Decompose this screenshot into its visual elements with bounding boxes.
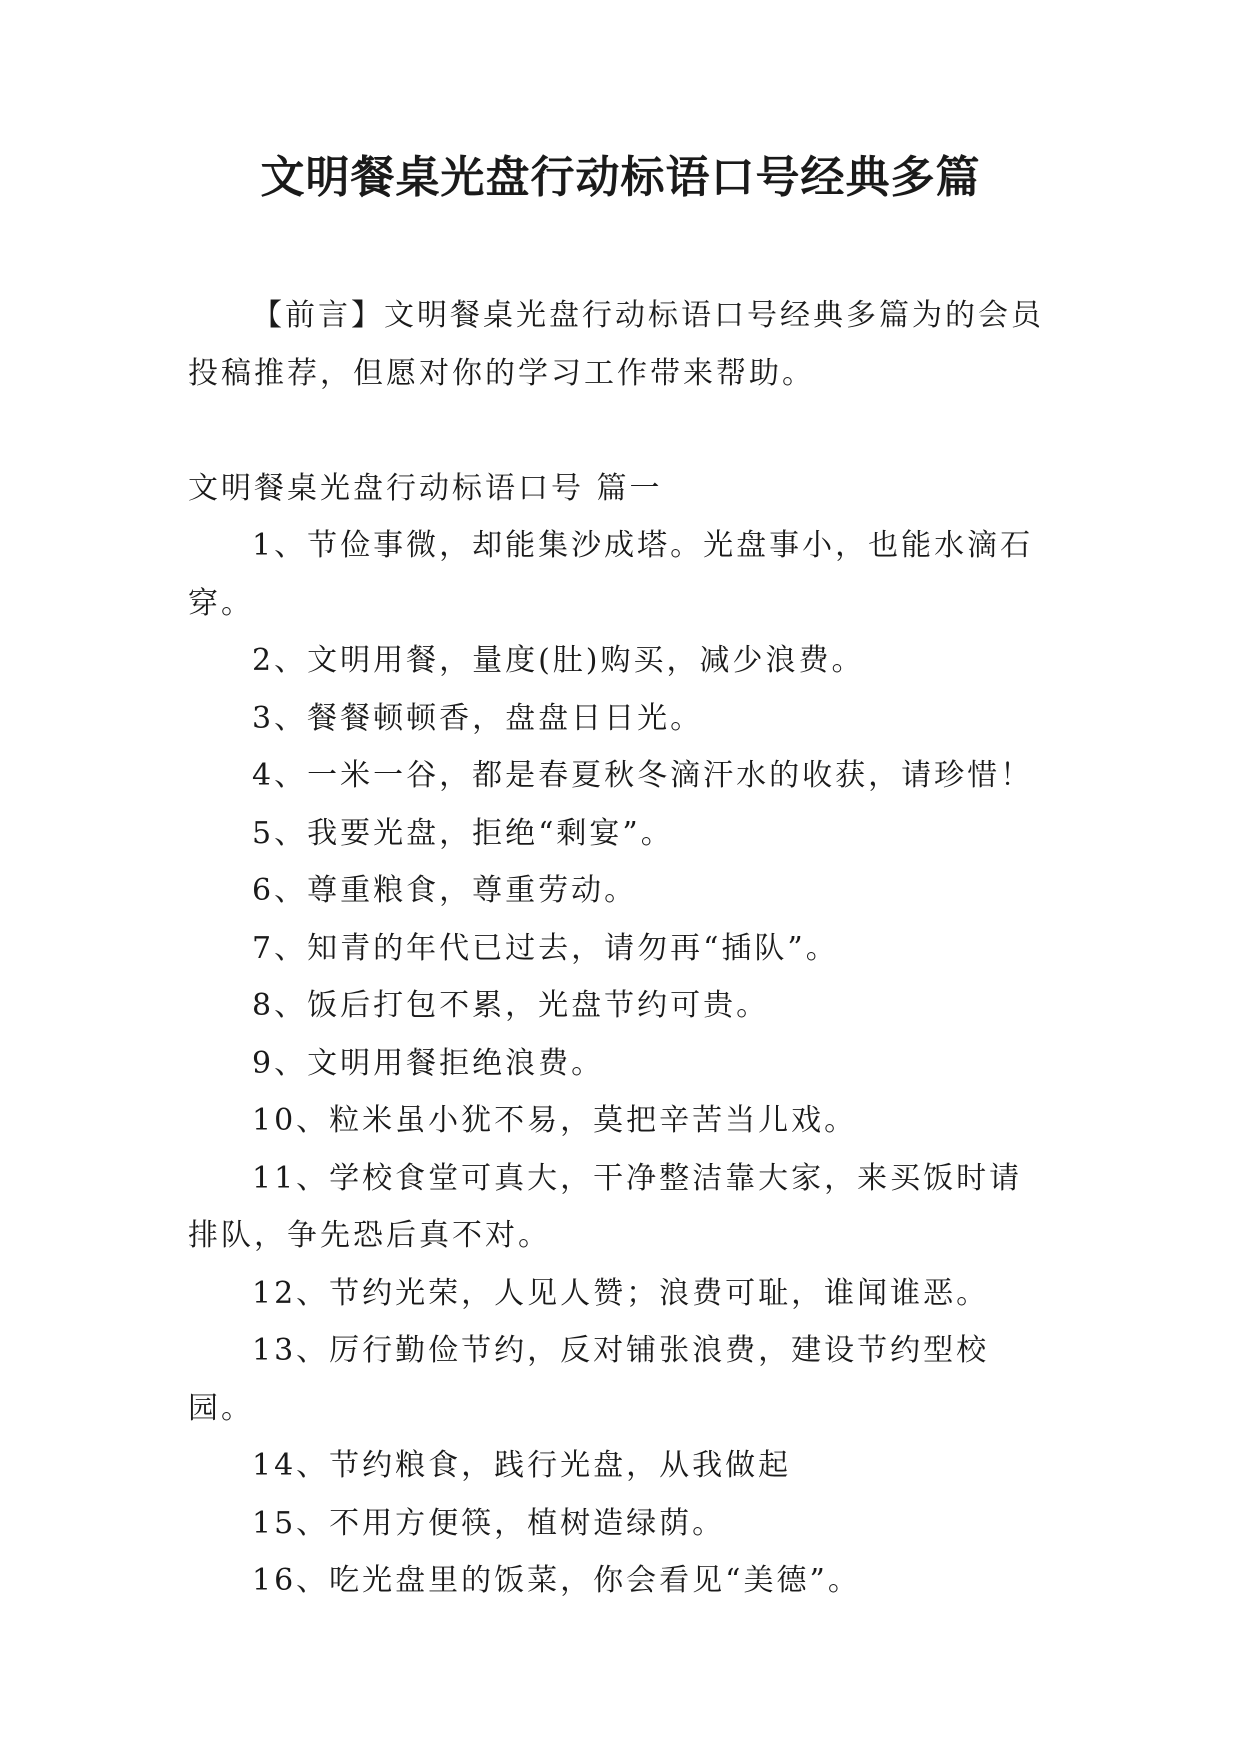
slogan-item-16: 16、吃光盘里的饭菜，你会看见“美德”。 [252, 1563, 861, 1598]
slogan-item-7: 7、知青的年代已过去，请勿再“插队”。 [252, 930, 839, 966]
paragraph-spacer [188, 402, 1048, 460]
slogan-item-13: 13、厉行勤俭节约，反对铺张浪费，建设节约型校园。 [188, 1333, 990, 1426]
document-title: 文明餐桌光盘行动标语口号经典多篇 [260, 152, 981, 203]
slogan-item-8: 8、饭后打包不累，光盘节约可贵。 [252, 988, 770, 1023]
slogan-item-3: 3、餐餐顿顿香，盘盘日日光。 [252, 700, 704, 736]
slogan-item-10: 10、粒米虽小犹不易，莫把辛苦当儿戏。 [252, 1103, 858, 1138]
document-body [188, 287, 1048, 1610]
slogan-item-5: 5、我要光盘，拒绝“剩宴”。 [252, 815, 674, 851]
preface-paragraph: 【前言】文明餐桌光盘行动标语口号经典多篇为的会员投稿推荐，但愿对你的学习工作带来帮助。 [188, 298, 1044, 391]
slogan-item-4: 4、一米一谷，都是春夏秋冬滴汗水的收获，请珍惜！ [252, 758, 1034, 793]
slogan-item-11: 11、学校食堂可真大，干净整洁靠大家，来买饭时请排队，争先恐后真不对。 [188, 1160, 1023, 1253]
slogan-item-15: 15、不用方便筷，植树造绿荫。 [252, 1505, 726, 1541]
slogan-item-12: 12、节约光荣，人见人赞；浪费可耻，谁闻谁恶。 [252, 1275, 990, 1311]
slogan-item-1: 1、节俭事微，却能集沙成塔。光盘事小，也能水滴石穿。 [188, 528, 1034, 621]
slogan-item-14: 14、节约粮食，践行光盘，从我做起 [252, 1448, 792, 1483]
slogan-item-9: 9、文明用餐拒绝浪费。 [252, 1045, 605, 1081]
slogan-item-6: 6、尊重粮食，尊重劳动。 [252, 873, 638, 908]
slogan-item-2: 2、文明用餐，量度(肚)购买，减少浪费。 [252, 643, 865, 678]
section-heading: 文明餐桌光盘行动标语口号 篇一 [188, 470, 663, 506]
